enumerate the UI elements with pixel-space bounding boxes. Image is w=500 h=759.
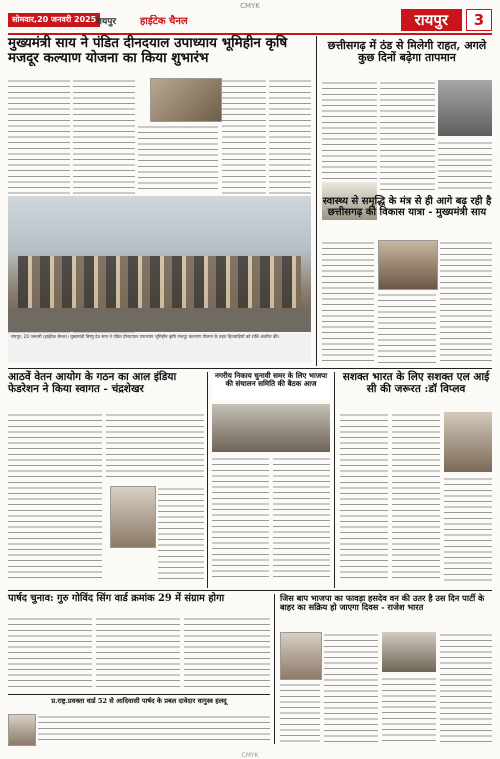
india-story-column xyxy=(340,412,388,582)
municipal-story-column xyxy=(212,456,269,582)
councillor-story-column xyxy=(184,616,270,690)
bulldozer-story-headline: जिस बाप भाजपा का फावड़ा हसदेव वन की उतर है उस दिन पार्टी के बाहर का सक्रिय हो जाएगा दिवस - राजेश भारत xyxy=(280,593,485,613)
bulldozer-story-column xyxy=(280,682,320,744)
bottom-story-headline-block xyxy=(8,698,270,710)
section-rule xyxy=(8,694,270,695)
cold-story-photo xyxy=(438,80,492,136)
column-rule xyxy=(316,36,317,366)
issue-date: सोमवार,20 जनवरी 2025 xyxy=(8,13,100,27)
footer-registration-mark: CMYK xyxy=(241,752,259,759)
india-story-column xyxy=(444,476,492,582)
column-rule xyxy=(334,372,335,588)
india-story-headline: सशक्त भारत के लिए सशक्त एल आई सी की जरूरत :डॉ विप्लव xyxy=(342,371,490,395)
column-rule xyxy=(207,372,208,588)
health-story-column xyxy=(378,292,436,366)
column-rule xyxy=(274,594,275,744)
bulldozer-story-headline-block xyxy=(280,594,492,628)
section-rule xyxy=(8,368,492,369)
cold-story-column xyxy=(438,140,492,190)
pay-story-column xyxy=(8,412,102,582)
brand-name: हाईटेक चैनल xyxy=(140,16,188,27)
pay-story-column xyxy=(158,486,204,582)
bottom-story-headline: प्र.राष्ट्र.प्रवक्ता वार्ड 52 से आदिवासी पार्षद के प्रबल दावेदार वागुस्त्र हलदू xyxy=(51,697,227,705)
india-story-headline-block xyxy=(340,372,492,408)
pay-story-column xyxy=(106,412,204,482)
bulldozer-story-inset-photo xyxy=(382,632,436,672)
page-number: 3 xyxy=(466,9,492,31)
lead-story-column xyxy=(269,78,311,194)
cold-story-column xyxy=(322,80,377,180)
lead-story-column xyxy=(222,78,266,194)
councillor-story-column xyxy=(96,616,180,690)
bulldozer-story-column xyxy=(382,676,436,744)
bulldozer-story-column xyxy=(324,632,378,744)
edition-city: रायपुर xyxy=(96,17,117,27)
councillor-story-headline-block xyxy=(8,594,270,612)
bulldozer-story-column xyxy=(440,632,492,744)
municipal-story-headline: नगरीय निकाय चुनावी समर के लिए भाजपा की संचालन समिति की बैठक आज xyxy=(214,371,328,389)
cold-story-headline: छत्तीसगढ़ में ठंड से मिलेगी राहत, अगले कुछ दिनों बढ़ेगा तापमान xyxy=(327,39,487,65)
lead-story-headline: मुख्यमंत्री साय ने पंडित दीनदयाल उपाध्याय भूमिहीन कृषि मजदूर कल्याण योजना का किया शुभारंभ xyxy=(8,35,288,67)
section-rule xyxy=(8,590,492,591)
lead-group-photo xyxy=(8,196,311,332)
pay-story-headline-block xyxy=(8,372,204,408)
health-story-headline: स्वास्थ्य से समृद्धि के मंत्र से ही आगे बढ़ रही है छत्तीसगढ़ की विकास यात्रा - मुख्यमंत्री साय xyxy=(322,196,492,219)
pay-story-photo xyxy=(110,486,156,548)
pay-story-headline: आठवें वेतन आयोग के गठन का आल इंडिया फेडरेशन ने किया स्वागत - चंद्रशेखर xyxy=(8,371,177,395)
registration-mark: CMYK xyxy=(240,2,260,10)
bottom-story-photo xyxy=(8,714,36,746)
masthead xyxy=(8,9,492,35)
bottom-story-column xyxy=(38,714,270,744)
municipal-story-photo xyxy=(212,404,330,452)
lead-story-photo xyxy=(150,78,222,122)
lead-story-column xyxy=(138,124,218,194)
councillor-story-column xyxy=(8,616,92,690)
cold-story-headline-block xyxy=(322,40,492,76)
health-story-photo xyxy=(378,240,438,290)
india-story-photo xyxy=(444,412,492,472)
section-title: रायपुर xyxy=(401,9,462,31)
municipal-story-column xyxy=(273,456,330,582)
lead-photo-caption: रायपुर, 20 जनवरी (हाईटेक चैनल)। मुख्यमंत्री विष्णु देव साय ने पंडित दीनदयाल उपाध्याय भूमिहीन कृषि मजदूर कल्याण योजना के तहत हितग्राहियों को राशि अंतरित की। xyxy=(8,333,311,363)
councillor-story-headline: पार्षद चुनाव: गुरु गोविंद सिंग वार्ड क्रमांक 29 में संग्राम होगा xyxy=(8,593,225,604)
bulldozer-story-photo xyxy=(280,632,322,680)
india-story-column xyxy=(392,412,440,582)
health-story-headline-block xyxy=(322,196,492,236)
municipal-story-headline-block xyxy=(212,372,330,400)
cold-story-column xyxy=(380,80,435,190)
health-story-column xyxy=(440,240,492,366)
lead-story-headline-block xyxy=(8,36,308,72)
health-story-column xyxy=(322,240,374,366)
